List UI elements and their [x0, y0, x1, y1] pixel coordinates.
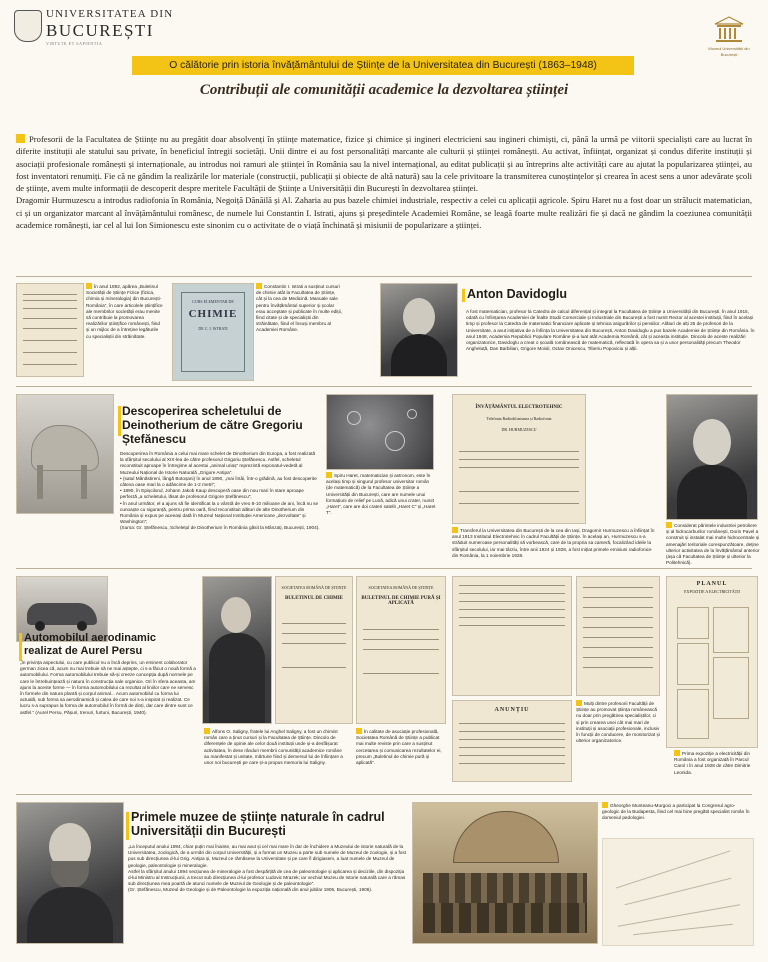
dorin-pavel-portrait [666, 394, 758, 520]
hurmuzescu-document [452, 394, 586, 524]
institutions-caption: Mulți dintre profesorii Facultății de Științe au promovat știința românească nu doar prin pregătirea specialiștilor, ci și prin crearea unei cât mai mari de instituții și asociații profesionale, inclusiv în funcții de conducere, de monitorizat și ulterior organizatorice. [576, 701, 660, 744]
section-divider [16, 794, 752, 795]
buletin-caption: În anul 1892, apărea „Buletinul Societății de Științe Fizice (fizica, chimia și mineralogia) din București-România”, în care articolele științifice ale membrilor societății erau menite să contribuie la promovarea realizărilor științifice românești, fiind și un mijloc de a întreține legăturile cu specialiștii din străinătate. [86, 284, 163, 339]
plan-subtitle: EXPOZIȚIE A ELECTRICITĂȚII [684, 589, 740, 594]
university-motto: VIRTUTE ET SAPIENTIA [46, 41, 103, 46]
buletin-chimie-document-2 [356, 576, 446, 724]
deinotherium-title: Descoperirea scheletului de Deinotherium de către Gregoriu Ștefănescu [122, 404, 303, 446]
doc-subheading: BULETINUL DE CHIMIE [284, 596, 344, 601]
university-crest-icon [14, 10, 42, 42]
automobile-title: Automobilul aerodinamic realizat de Aurel Persu [24, 632, 157, 657]
saligny-portrait [202, 576, 272, 724]
book-cover-title: CHIMIE [188, 308, 238, 320]
book-cover-author: DE C. I. ISTRATI [198, 326, 228, 331]
munteanu-caption: Gheorghe Munteanu-Murgoci a participat la Congresul agro-geologic de la Budapesta, fiind cel mai bine pregătit specialist român în domeniul pedologiei. [602, 803, 750, 821]
congress-group-photo [412, 802, 598, 944]
exhibition-plan-document [666, 576, 758, 748]
panel-subtitle: Contribuții ale comunității academice la dezvoltarea științei [199, 82, 569, 98]
anton-davidoglu-portrait [380, 283, 458, 377]
moon-crater-photo [326, 394, 434, 470]
members-table-document [576, 576, 660, 696]
radio-caption: Transferul la Universitatea din București de la cea din Iași, Dragomir Hurmuzescu a înființat în anul 1913 Institutul Electrotehnic în cadrul Facultății de Științe. În același an, Hurmuzescu s-a străduit numeroase personalități să vorbească, care de la propria sa cameră, focalizând ideile la sfârșitul secolului, iar mai târziu, între anii 1924 și 1928, a fost inițiat primele emisiuni radiofonice din România, la 1 noiembrie 1928. [452, 528, 655, 558]
handwritten-manuscript [602, 838, 754, 946]
university-name-line2: BUCUREȘTI [46, 21, 154, 40]
title-accent-bar [462, 289, 465, 302]
plan-caption: Prima expoziție a electricității din România a fost organizată în Parcul Carol I în anul 1928 de către Dimitrie Leonida. [674, 751, 751, 775]
university-logo [14, 6, 174, 46]
plan-title: PLANUL [696, 581, 728, 587]
deinotherium-text: Descoperirea în România a celui mai mare schelet de Dinotherium din Europa, a fost realizată la sfârșitul secolului al XIX-lea de către profesorul Grigoriu Ștefănescu. Astfel, scheletul reconstituit aproape în întregime al acestui „animal uriaș” reprezintă exponatul-vedetă al Muzeului Național de Istorie Naturală „Grigore Antipa”. • (satul Mânăstireni, lângă Botoșani) în anul 1890, „mai întâi, într-o grădină, au fost descoperite câteva oase mari la o adâncime de 1-2 metri”; • 1890, în Epișcilorul, Johann Jakob Kaup descoperă oase din nou mari în stare aproape perfectă „a scheletului, lăsat de profesorul Grigore Ștefănescu”; • în anul următor, el a ajuns să fie identificat la o vârstă de vreo 8-10 milioane de ani, încă nu se cunoaște cu siguranță, pentru prima oară, fiind reconstituit alături de alte Dinotherium din România și expus pe aceeași dată în Muzeul Național Instituției Americane „dezvoltate” și Washington”; (Sursa: Gr. Ștefănescu, Schelețul de Dinotherium în România găsit la Mânzați, București, 1904). [120, 451, 320, 531]
pavel-caption: Considerat părintele industriei petroliere și al hidrocarburilor românești, Dorin Pavel a construit și instalat mai multe hidrocentrale și amenajări teritoriale corespunzătoare, deține ulterior activitatea de la învățământul anterior (așa că Facultatea de Științe și ulterior la Politehnică). [666, 523, 760, 566]
doc-title: ÎNVĂȚĂMÂNTUL ELECTROTEHNIC [475, 405, 563, 410]
section-divider [16, 276, 752, 277]
anton-davidoglu-title: Anton Davidoglu [467, 287, 567, 301]
section-divider [16, 568, 752, 569]
intro-paragraph-1: Profesorii de la Facultatea de Științe nu au pregătit doar absolvenți în științe matematice, fizice și chimice și ingineri electricieni sau ingineri chimiști, ci, până la urmă pe viitorii specialiști care au lucrat în diferite instituții ale statului sau private, în beneficiul întregii societăți. Unii dintre ei au fost personalități marcante ale culturii și științei românești. Au activat, înființat, organizat și condus diferite instituții și asociații profesionale românești și internaționale, au introdus noi ramuri ale științei în România sau la nivel internațional, au editat publicații și au întreprins alte activități care au ajutat la popularizarea științei, au fost inventatori renumiți. Fie că ne gândim la realizările lor materiale (construcții, publicații și obiecte de altă natură) sau la cele privitoare la transmiterea cunoștințelor și crearea în acest sens a unor adevărate școli de științe, avem multe informații de descoperit despre meritele Facultății de Științe a Universității din București în dezvoltarea științei. [16, 134, 752, 194]
deinotherium-skeleton-photo [16, 394, 114, 514]
doc-heading: SOCIETATEA ROMÂNĂ DE ȘTIINȚE [281, 585, 347, 590]
anton-davidoglu-text: A fost matematician, profesor la Catedra de calcul diferențial și integral la Facultatea de Științe a Universității din București. În anul 1915, odată cu înființarea Academiei de Înalte Studii Comerciale și Industriale din București a fost numit Rector al acestei instituții, fiind în același timp și profesor la Catedra de matematici financiare aplicate și tehnica asigurărilor și pensiilor. Alături de alți 25 de profesori de la Universitate, a avut inițiativa de a înființa la Universitatea din București, Anton Davidoglu a pus bazele Academiei de Științe din România. În anul 1948, Academia Republicii Populare Române și-a luat atât Academia Română, cât și aceasta instituție. Dincolo de aceste realizări organizatorice, Davidoglu a creat o școală românească de matematică, reflectată în opera sa și a unor personalități precum Theodor Angheluță, Dan Barbilian, Grigore Moisil, Octav Onicescu, Tiberiu Popoviciu și alții. [466, 309, 755, 352]
museum-caption: Muzeul Universității din București [708, 46, 750, 58]
gregoriu-stefanescu-portrait [16, 802, 124, 944]
museums-text: „La începutul anului 1894, chiar puțin mai înainte, au mai avut și cel mai mare în dar de închidere a Muzeului de istorie naturală de la Universitatea, zoologică, de a urmări din corpul Universității, și a format un Muzeu a parte sub numele de Muzeul de zoologie, și a fost pus sub direcțiunea d-lui Grig. Antipa și, Muzeul ce rămăsese la Universitate și pe care îl dirigiasem, a luat numele de Muzeul de geologie, paleontologie și mineralogie. Astfel la sfârșitul anului 1894 secțiunea de mineralogie a fost despărțită de cea de paleontologie și aplicarea și deciziile, din dispoziția d-lui Ministru al Instrucțiunii, a trecut sub direcțiunea d-lui profesor Ludovic Mrazek; iar vechiul Muzeu de Istorie naturală care a rămas sub direcțiunea mea poartă de atunci numele de Muzeul de Geologie și de paleontologie”. (Gr. Ștefănescu, Muzeul de Geologie și de Paleontologie la expoziția națională din anul jubilar 1906, București, 1906). [128, 844, 407, 893]
yellow-square-marker [16, 134, 25, 143]
buletin-chimie-document [275, 576, 353, 724]
museum-logo [703, 16, 755, 58]
book-cover-heading: CURS ELEMENTAR DE [192, 299, 234, 304]
saligny-caption: Alfons O. Saligny, fratele lui Anghel Saligny, a fost un chimist român care a ținut cursuri și la Facultatea de Științe. Dincolo de diferențele de opinie ale celor două instituții unde și-a desfășurat activitatea, în dese rânduri membrii comunității academice române au manifestat și unitate, mărturie fiind și demersul lui de înființare a unor noi bucurești pe care și-a propus memoria lui Saligny. [204, 729, 343, 766]
intro-text [16, 133, 752, 285]
automobile-text: „În privința aspectului, cu care publicul nu a încă deprins, un eminent colaborator german zicea că, acum nu mai trebuie să ne mai aștepte, ci s-a făcut o nouă formă a automobilului. Forma automobilului trebuie să-și creeze concepția după normele pe care le întrebuințează și natura în construcția sale organice. Ori în sfera aceasta, am ajuns la aceste forme — în forma automobilului ca rezultat al liniilor care ne servesc în formele din natura plantă și corpul animal... Acum automobilul cu forma lui actuală, sub forma sa aerodinamică și calea de care noi s-a inspirat și realizat. Ce lucru s-a suprapus la forma de automobilul în formă de dinți, dar care dintre sunt ce astfel.” (Aurel Persu, Pășuri, trenuri, furtuni, București, 1940). [20, 660, 196, 715]
buletin-photo [16, 283, 84, 377]
anuntiu-document [452, 700, 572, 782]
section-divider [16, 386, 752, 387]
university-name-line1: UNIVERSITATEA DIN [46, 8, 174, 20]
exhibition-banner: O călătorie prin istoria învățământului de Științe de la Universitatea din București (1863–1948) [132, 56, 634, 75]
doc-subheading: BULETINUL DE CHIMIE PURĂ ȘI APLICATĂ [361, 596, 441, 606]
doc-heading: SOCIETATEA ROMÂNĂ DE ȘTIINȚE [368, 585, 434, 590]
title-accent-bar [126, 812, 129, 840]
museums-title: Primele muzee de științe naturale în cadrul Universității din București [131, 810, 385, 838]
announcement-document [452, 576, 572, 696]
doc-subtitle: Telefonia Radiodifuziunea și Radiofonia [486, 416, 552, 421]
doc-name: DR. HURMUZESCU [501, 427, 537, 432]
intro-paragraph-2: Dragomir Hurmuzescu a introdus radiofonia în România, Negoiță Dănăilă și Al. Zaharia au pus bazele chimiei industriale, respectiv a celei cu aplicații agricole. Spiru Haret nu a fost doar un strălucit matematician, ci și un organizator marcant al învățământului românesc, de numele lui Constantin I. Istrati, ajuns și președintele Academiei Române, se leagă foarte multe realizări fie și dacă ne gândim la coeziunea comunității academice românești, iar cel al lui Ion Simionescu este sinonim cu o activitate de o viață închinată și misiunii de popularizare a științei. [16, 195, 752, 231]
istrati-caption: Constantin I. Istrati a susținut cursuri de chimie atât la Facultatea de Științe, cât și la cea de Medicină. Manuale sale pentru învățământul superior și școlar erau acceptate și publicate în multe ediții, fiind citate și de specialiștii din străinătate, fiind el însuși membru al Academiei Române. [256, 284, 342, 333]
chimie-book-photo [172, 283, 254, 381]
societate-caption: În calitate de asociație profesională, Societatea Română de Științe a publicat mai multe reviste prin care a susținut cercetarea și comunicarea rezultatelor ei, precum „Buletinul de chimie pură și aplicată”. [356, 729, 442, 766]
anuntiu-title: ANUNȚIU [494, 707, 530, 713]
title-accent-bar [19, 633, 22, 661]
temple-icon [713, 16, 745, 44]
haret-caption: Spiru Haret, matematician și astronom, este în același timp și singurul profesor universitar român (de matematică) de la Facultatea de Științe a Universității din București, care are numele unui formațiuni de relief pe Lună, adică unui crater, numit „Haret”, care are doi crateri satelit „Haret C” și „Haret T”. [326, 473, 436, 516]
title-accent-bar [118, 406, 121, 436]
